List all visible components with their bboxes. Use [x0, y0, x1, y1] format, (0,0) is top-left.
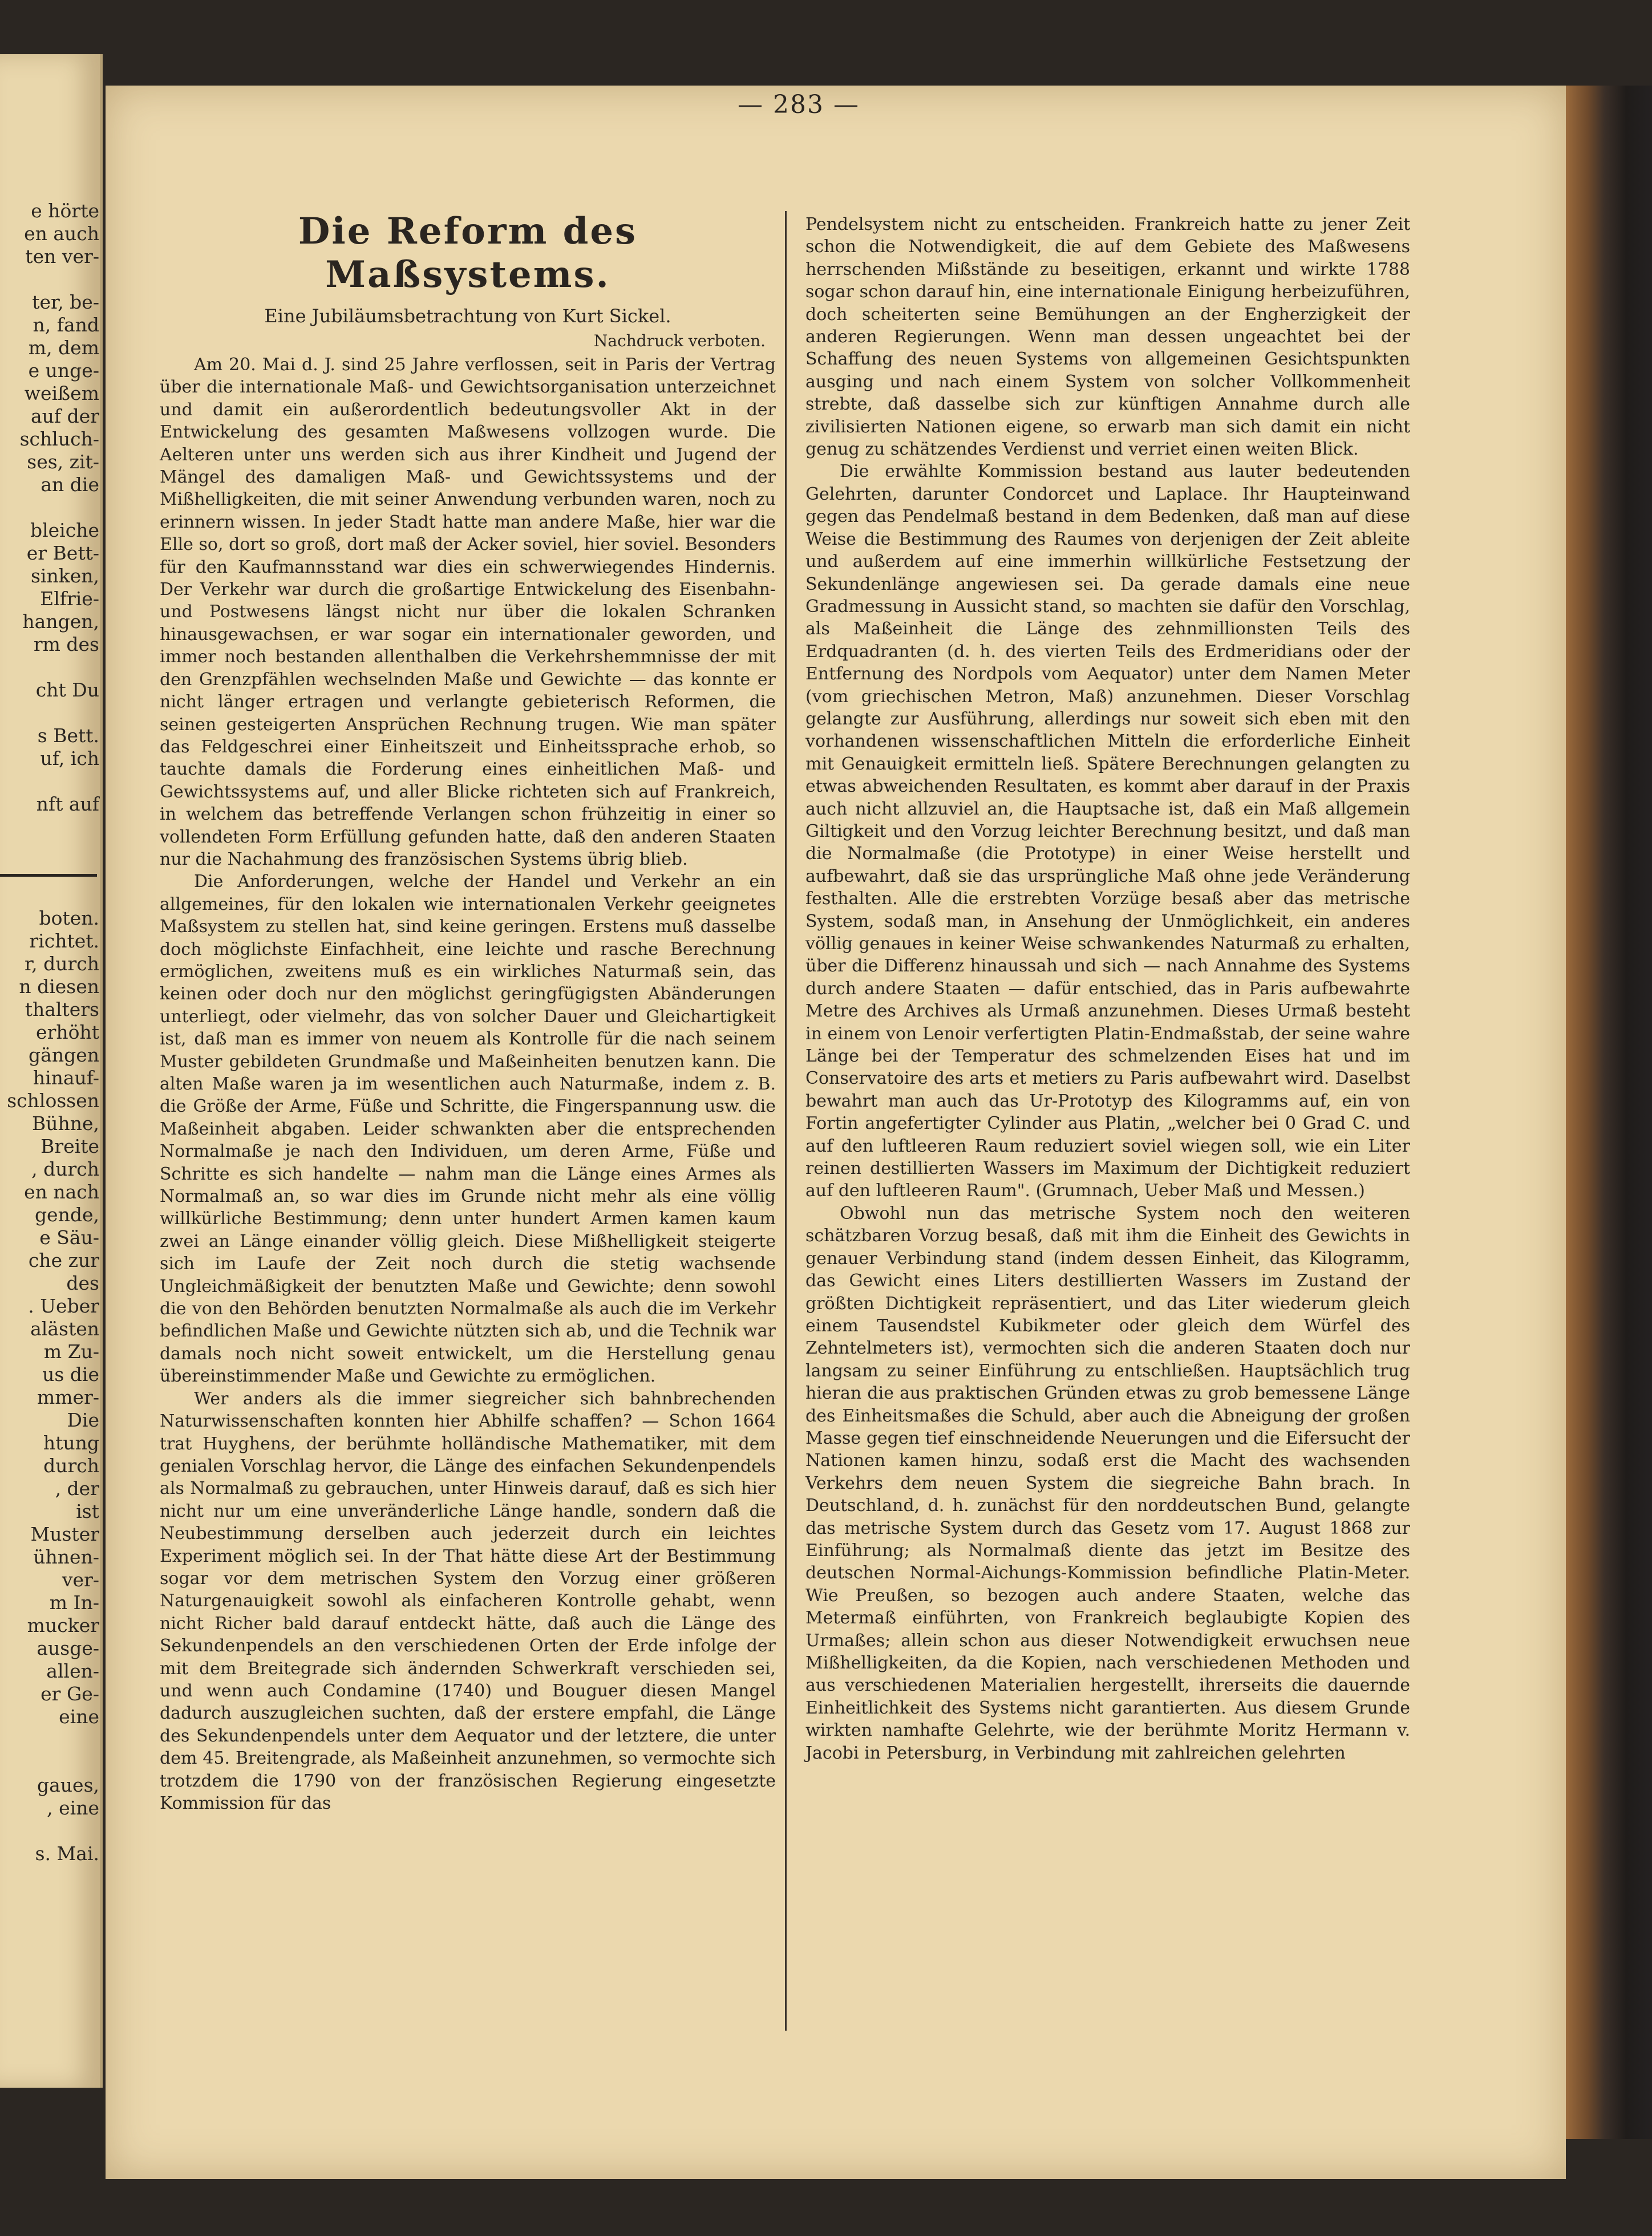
previous-page-fragment: che zur [28, 1249, 99, 1271]
previous-page-fragment: n, fand [33, 314, 99, 336]
previous-page-fragment: mmer- [37, 1386, 99, 1408]
previous-page-fragment: e Säu- [39, 1226, 99, 1249]
previous-page-fragment: m, dem [28, 337, 99, 359]
previous-page-fragment: us die [42, 1363, 99, 1386]
previous-page-fragment: ter, be- [32, 291, 99, 313]
previous-page-fragment: en auch [24, 222, 99, 245]
previous-page-fragment: , durch [31, 1158, 99, 1180]
previous-page-fragment: uf, ich [40, 747, 99, 769]
previous-page-fragment: Die [67, 1409, 99, 1431]
previous-page-fragment: an die [41, 473, 99, 496]
page-number: — 283 — [738, 90, 860, 119]
previous-page-fragment: Breite [41, 1135, 99, 1157]
reprint-note: Nachdruck verboten. [593, 331, 766, 350]
previous-page-fragment: er Bett- [26, 542, 99, 564]
previous-page-rule [0, 874, 97, 877]
previous-page-fragment: htung [43, 1432, 99, 1454]
previous-page-fragment: ten ver- [25, 245, 99, 268]
previous-page-fragment: e unge- [28, 359, 99, 382]
previous-page-fragment: m Zu- [43, 1340, 99, 1363]
previous-page-fragment: cht Du [35, 679, 99, 701]
previous-page-fragment: mucker [27, 1614, 99, 1637]
previous-page-fragment: schluch- [19, 428, 99, 450]
paragraph: Die erwählte Kommission bestand aus lauter bedeutenden Gelehrten, darunter Condorcet und Laplace. Ihr Haupteinwand gegen das Pendelmaß bestand in dem Bedenken, daß man auf diese Weise die Bestimmung des Raumes von derjenigen der Zeit ableite und außerdem auf eine immerhin willkürliche Festsetzung der Sekundenlänge angewiesen sei. Da gerade damals eine neue Gradmessung in Aussicht stand, so machten sie dafür den Vorschlag, als Maßeinheit die Länge des zehnmillionsten Teils des Erdquadranten (d. h. des vierten Teils des Erdmeridians oder der Entfernung des Nordpols vom Aequator) unter dem Namen Meter (vom griechischen Metron, Maß) anzunehmen. Dieser Vorschlag gelangte zur Ausführung, allerdings nur soweit sich eben mit den vorhandenen wissenschaftlichen Mitteln die erforderliche Einheit mit Genauigkeit ermitteln ließ. Spätere Berechnungen gelangten zu etwas abweichenden Resultaten, es kommt aber darauf in der Praxis auch nicht allzuviel an, die Hauptsache ist, daß ein Maß allgemein Giltigkeit und den Vorzug leichter Berechnung besitzt, und daß man die Normalmaße (die Prototype) in einer Weise herstellt und aufbewahrt, daß sie das ursprüngliche Maß ohne jede Veränderung festhalten. Alle die erstrebten Vorzüge besaß aber das metrische System, sodaß man, in Ansehung der Unmöglichkeit, ein anderes völlig genaues in keiner Weise schwankendes Naturmaß zu erhalten, über die Differenz hinaussah und sich — nach Annahme des Systems durch andere Staaten — dafür entschied, das in Paris aufbewahrte Metre des Archives als Urmaß anzunehmen. Dieses Urmaß besteht in einem von Lenoir verfertigten Platin-Endmaßstab, der seine wahre Länge bei der Temperatur des schmelzenden Eises hat und im Conservatoire des arts et metiers zu Paris aufbewahrt wird. Daselbst bewahrt man auch das Ur-Prototyp des Kilogramms auf, ein von Fortin angefertigter Cylinder aus Platin, „welcher bei 0 Grad C. und auf den luftleeren Raum reduziert soviel wiegen soll, wie ein Liter reinen destillierten Wassers im Maximum der Dichtigkeit reduziert auf den luftleeren Raum". (Grumnach, Ueber Maß und Messen.) [805, 461, 1410, 1201]
previous-page-fragment: eine [59, 1706, 99, 1728]
article-subtitle: Eine Jubiläumsbetrachtung von Kurt Sickel. [264, 305, 671, 327]
previous-page-fragment: schlossen [7, 1089, 99, 1112]
previous-page-fragment: r, durch [24, 953, 99, 975]
article-title: Die Reform des Maßsystems. [298, 210, 638, 296]
previous-page-fragment: durch [43, 1455, 99, 1477]
previous-page-fragment: . Ueber [28, 1295, 99, 1317]
previous-page-fragment: weißem [24, 382, 99, 404]
previous-page-fragment: s. Mai. [35, 1842, 99, 1865]
previous-page-fragment: m In- [49, 1591, 99, 1614]
previous-page-fragment: , der [55, 1477, 99, 1500]
previous-page-fragment: ses, zit- [27, 451, 99, 473]
column-divider [785, 211, 787, 2031]
previous-page-fragment: er Ge- [41, 1683, 99, 1705]
previous-page-fragment: nft auf [36, 793, 99, 815]
previous-page-fragment: gende, [34, 1204, 99, 1226]
previous-page-fragment: s Bett. [37, 724, 99, 747]
previous-page-fragment: ausge- [37, 1637, 99, 1659]
previous-page-fragment: hinauf- [33, 1067, 99, 1089]
previous-page-fragment: boten. [39, 907, 99, 929]
previous-page-fragment: Muster [30, 1523, 99, 1545]
previous-page-fragment: , eine [47, 1797, 99, 1819]
previous-page-fragment: ühnen- [33, 1546, 99, 1568]
previous-page-fragment: des [66, 1272, 99, 1294]
previous-page-fragment: hangen, [22, 610, 99, 633]
previous-page-fragment: ver- [62, 1569, 99, 1591]
previous-page-edge [0, 54, 103, 2088]
previous-page-fragment: bleiche [30, 519, 99, 541]
book-spine [1566, 86, 1652, 2139]
paragraph: Die Anforderungen, welche der Handel und Verkehr an ein allgemeines, für den lokalen wie internationalen Verkehr geeignetes Maßsystem zu stellen hat, sind keine geringen. Erstens muß dasselbe doch möglichste Einfachheit, eine leichte und rasche Berechnung ermöglichen, zweitens muß es ein wirkliches Naturmaß sein, das keinen oder doch nur den möglichst geringfügigsten Abänderungen unterliegt, oder vielmehr, das von solcher Dauer und Gleichartigkeit ist, daß man es immer von neuem als Kontrolle für die nach seinem Muster gebildeten Grundmaße und Maßeinheiten benutzen kann. Die alten Maße waren ja im wesentlichen auch Naturmaße, indem z. B. die Größe der Arme, Füße und Schritte, die Fingerspannung usw. die Maßeinheit abgaben. Leider schwankten aber die entsprechenden Normalmaße je nach den Individuen, um deren Arme, Füße und Schritte es sich handelte — nahm man die Länge eines Armes als Normalmaß an, so war dies im Grunde nicht mehr als eine völlig willkürliche Bestimmung; denn unter hundert Armen kamen kaum zwei an Länge einander völlig gleich. Diese Mißhelligkeit steigerte sich im Laufe der Zeit noch durch die stetig wachsende Ungleichmäßigkeit der benutzten Maße und Gewichte; denn sowohl die von den Behörden benutzten Normalmaße als auch die im Verkehr befindlichen Maße und Gewichte nützten sich ab, und die Technik war damals noch nicht soweit entwickelt, um die Herstellung genau übereinstimmender Maße und Gewichte zu ermöglichen. [160, 872, 776, 1387]
previous-page-fragment: n diesen [19, 975, 99, 998]
previous-page-fragment: en nach [24, 1181, 99, 1203]
previous-page-fragment: thalters [25, 998, 99, 1020]
left-column [160, 210, 776, 1814]
paragraph: Obwohl nun das metrische System noch den weiteren schätzbaren Vorzug besaß, daß mit ihm die Einheit des Gewichts in genauer Verbindung stand (indem dessen Einheit, das Kilogramm, das Gewicht eines Liters destillierten Wassers im Zustand der größten Dichtigkeit repräsentiert, und das Liter wiederum gleich einem Tausendstel Kubikmeter oder gleich dem Würfel des Zehntelmeters ist), vermochten sich die anderen Staaten doch nur langsam zu seiner Einführung zu entschließen. Hauptsächlich trug hieran die aus praktischen Gründen etwas zu grob bemessene Länge des Einheitsmaßes die Schuld, aber auch die Abneigung der großen Masse gegen tief einschneidende Neuerungen und die Eifersucht der Nationen kamen hinzu, sodaß erst die Macht des wachsenden Verkehrs dem neuen System die siegreiche Bahn brach. In Deutschland, d. h. zunächst für den norddeutschen Bund, gelangte das metrische System durch das Gesetz vom 17. August 1868 zur Einführung; als Normalmaß diente das jetzt im Besitze des deutschen Normal-Aichungs-Kommission befindliche Platin-Meter. Wie Preußen, so bezogen auch andere Staaten, welche das Metermaß einführten, von Frankreich beglaubigte Kopien des Urmaßes; allein schon aus dieser Notwendigkeit erwuchsen neue Mißhelligkeiten, da die Kopien, nach verschiedenen Methoden und aus verschiedenen Materialien hergestellt, ihrerseits die dauernde Einheitlichkeit des Systems nicht garantierten. Aus diesem Grunde wirkten namhafte Gelehrte, wie der berühmte Moritz Hermann v. Jacobi in Petersburg, in Verbindung mit zahlreichen gelehrten [805, 1203, 1410, 1763]
paragraph: Wer anders als die immer siegreicher sich bahnbrechenden Naturwissenschaften konnten hier Abhilfe schaffen? — Schon 1664 trat Huyghens, der berühmte holländische Mathematiker, mit dem genialen Vorschlag hervor, die Länge des einfachen Sekundenpendels als Normalmaß zu gebrauchen, unter Hinweis darauf, daß es sich hier nicht nur um eine unveränderliche Länge handle, sondern daß die Neubestimmung derselben auch jederzeit durch ein leichtes Experiment möglich sei. In der That hätte diese Art der Bestimmung sogar vor dem metrischen System den Vorzug einer größeren Naturgenauigkeit sowohl als einfacheren Kontrolle gehabt, wenn nicht Richer bald darauf entdeckt hätte, daß auch die Länge des Sekundenpendels an den verschiedenen Orten der Erde infolge der mit dem Breitegrade sich ändernden Schwerkraft verschieden sei, und wenn auch Condamine (1740) und Bouguer diesen Mangel dadurch auszugleichen suchten, daß der erstere empfahl, die Länge des Sekundenpendels unter dem Aequator und der letztere, die unter dem 45. Breitengrade, als Maßeinheit anzunehmen, so vermochte sich trotzdem die 1790 von der französischen Regierung eingesetzte Kommission für das [160, 1388, 776, 1813]
previous-page-fragment: gaues, [37, 1774, 99, 1796]
previous-page-fragment: ist [76, 1500, 99, 1522]
previous-page-fragment: richtet. [29, 930, 99, 952]
previous-page-fragment: allen- [46, 1660, 99, 1682]
paragraph: Am 20. Mai d. J. sind 25 Jahre verflossen, seit in Paris der Vertrag über die internationale Maß- und Gewichtsorganisation unterzeichnet und damit ein außerordentlich bedeutungsvoller Akt in der Entwickelung des gesamten Maßwesens vollzogen wurde. Die Aelteren unter uns werden sich aus ihrer Kindheit und Jugend der Mängel des damaligen Maß- und Gewichtssystems und der Mißhelligkeiten, die mit seiner Anwendung verbunden waren, noch zu erinnern wissen. In jeder Stadt hatte man andere Maße, hier war die Elle so, dort so groß, dort maß der Acker soviel, hier soviel. Besonders für den Kaufmannsstand war dies ein schwerwiegendes Hindernis. Der Verkehr war durch die großartige Entwickelung des Eisenbahn- und Postwesens längst nicht nur über die lokalen Schranken hinausgewachsen, er war sogar ein internationaler geworden, und immer noch bestanden allenthalben die Verkehrshemmnisse der mit den Grenzpfählen wechselnden Maße und Gewichte — das konnte er nicht länger ertragen und verlangte gebieterisch Reformen, die seinen gesteigerten Ansprüchen Rechnung trugen. Wie man später das Feldgeschrei einer Einheitszeit und Einheitssprache erhob, so tauchte damals die Forderung eines einheitlichen Maß- und Gewichtssystems auf, und aller Blicke richteten sich auf Frankreich, in welchem das betreffende Verlangen schon frühzeitig in einer so vollendeten Form Erfüllung gefunden hatte, daß den anderen Staaten nur die Nachahmung des französischen Systems übrig blieb. [160, 355, 776, 869]
paragraph: Pendelsystem nicht zu entscheiden. Frankreich hatte zu jener Zeit schon die Notwendigkeit, die auf dem Gebiete des Maßwesens herrschenden Mißstände zu beseitigen, erkannt und wirkte 1788 sogar schon darauf hin, eine internationale Einigung herbeizuführen, doch scheiterten seine Bemühungen an der Engherzigkeit der anderen Regierungen. Wenn man dessen ungeachtet bei der Schaffung des neuen Systems von allgemeinen Gesichtspunkten ausging und nach einem System von solcher Vollkommenheit strebte, daß dasselbe sich zur künftigen Annahme durch alle zivilisierten Nationen eigene, so erwarb man sich damit ein nicht genug zu schätzendes Verdienst und verriet einen weiten Blick. [805, 214, 1410, 460]
previous-page-fragment: erhöht [36, 1021, 99, 1043]
right-column [805, 213, 1410, 1764]
previous-page-fragment: sinken, [30, 565, 99, 587]
previous-page-fragment: auf der [30, 405, 99, 427]
previous-page-fragment: alästen [30, 1318, 99, 1340]
previous-page-fragment: e hörte [31, 200, 99, 222]
previous-page-fragment: Elfrie- [40, 588, 99, 610]
previous-page-fragment: rm des [33, 633, 99, 655]
previous-page-fragment: Bühne, [31, 1112, 99, 1135]
previous-page-fragment: gängen [29, 1044, 99, 1066]
